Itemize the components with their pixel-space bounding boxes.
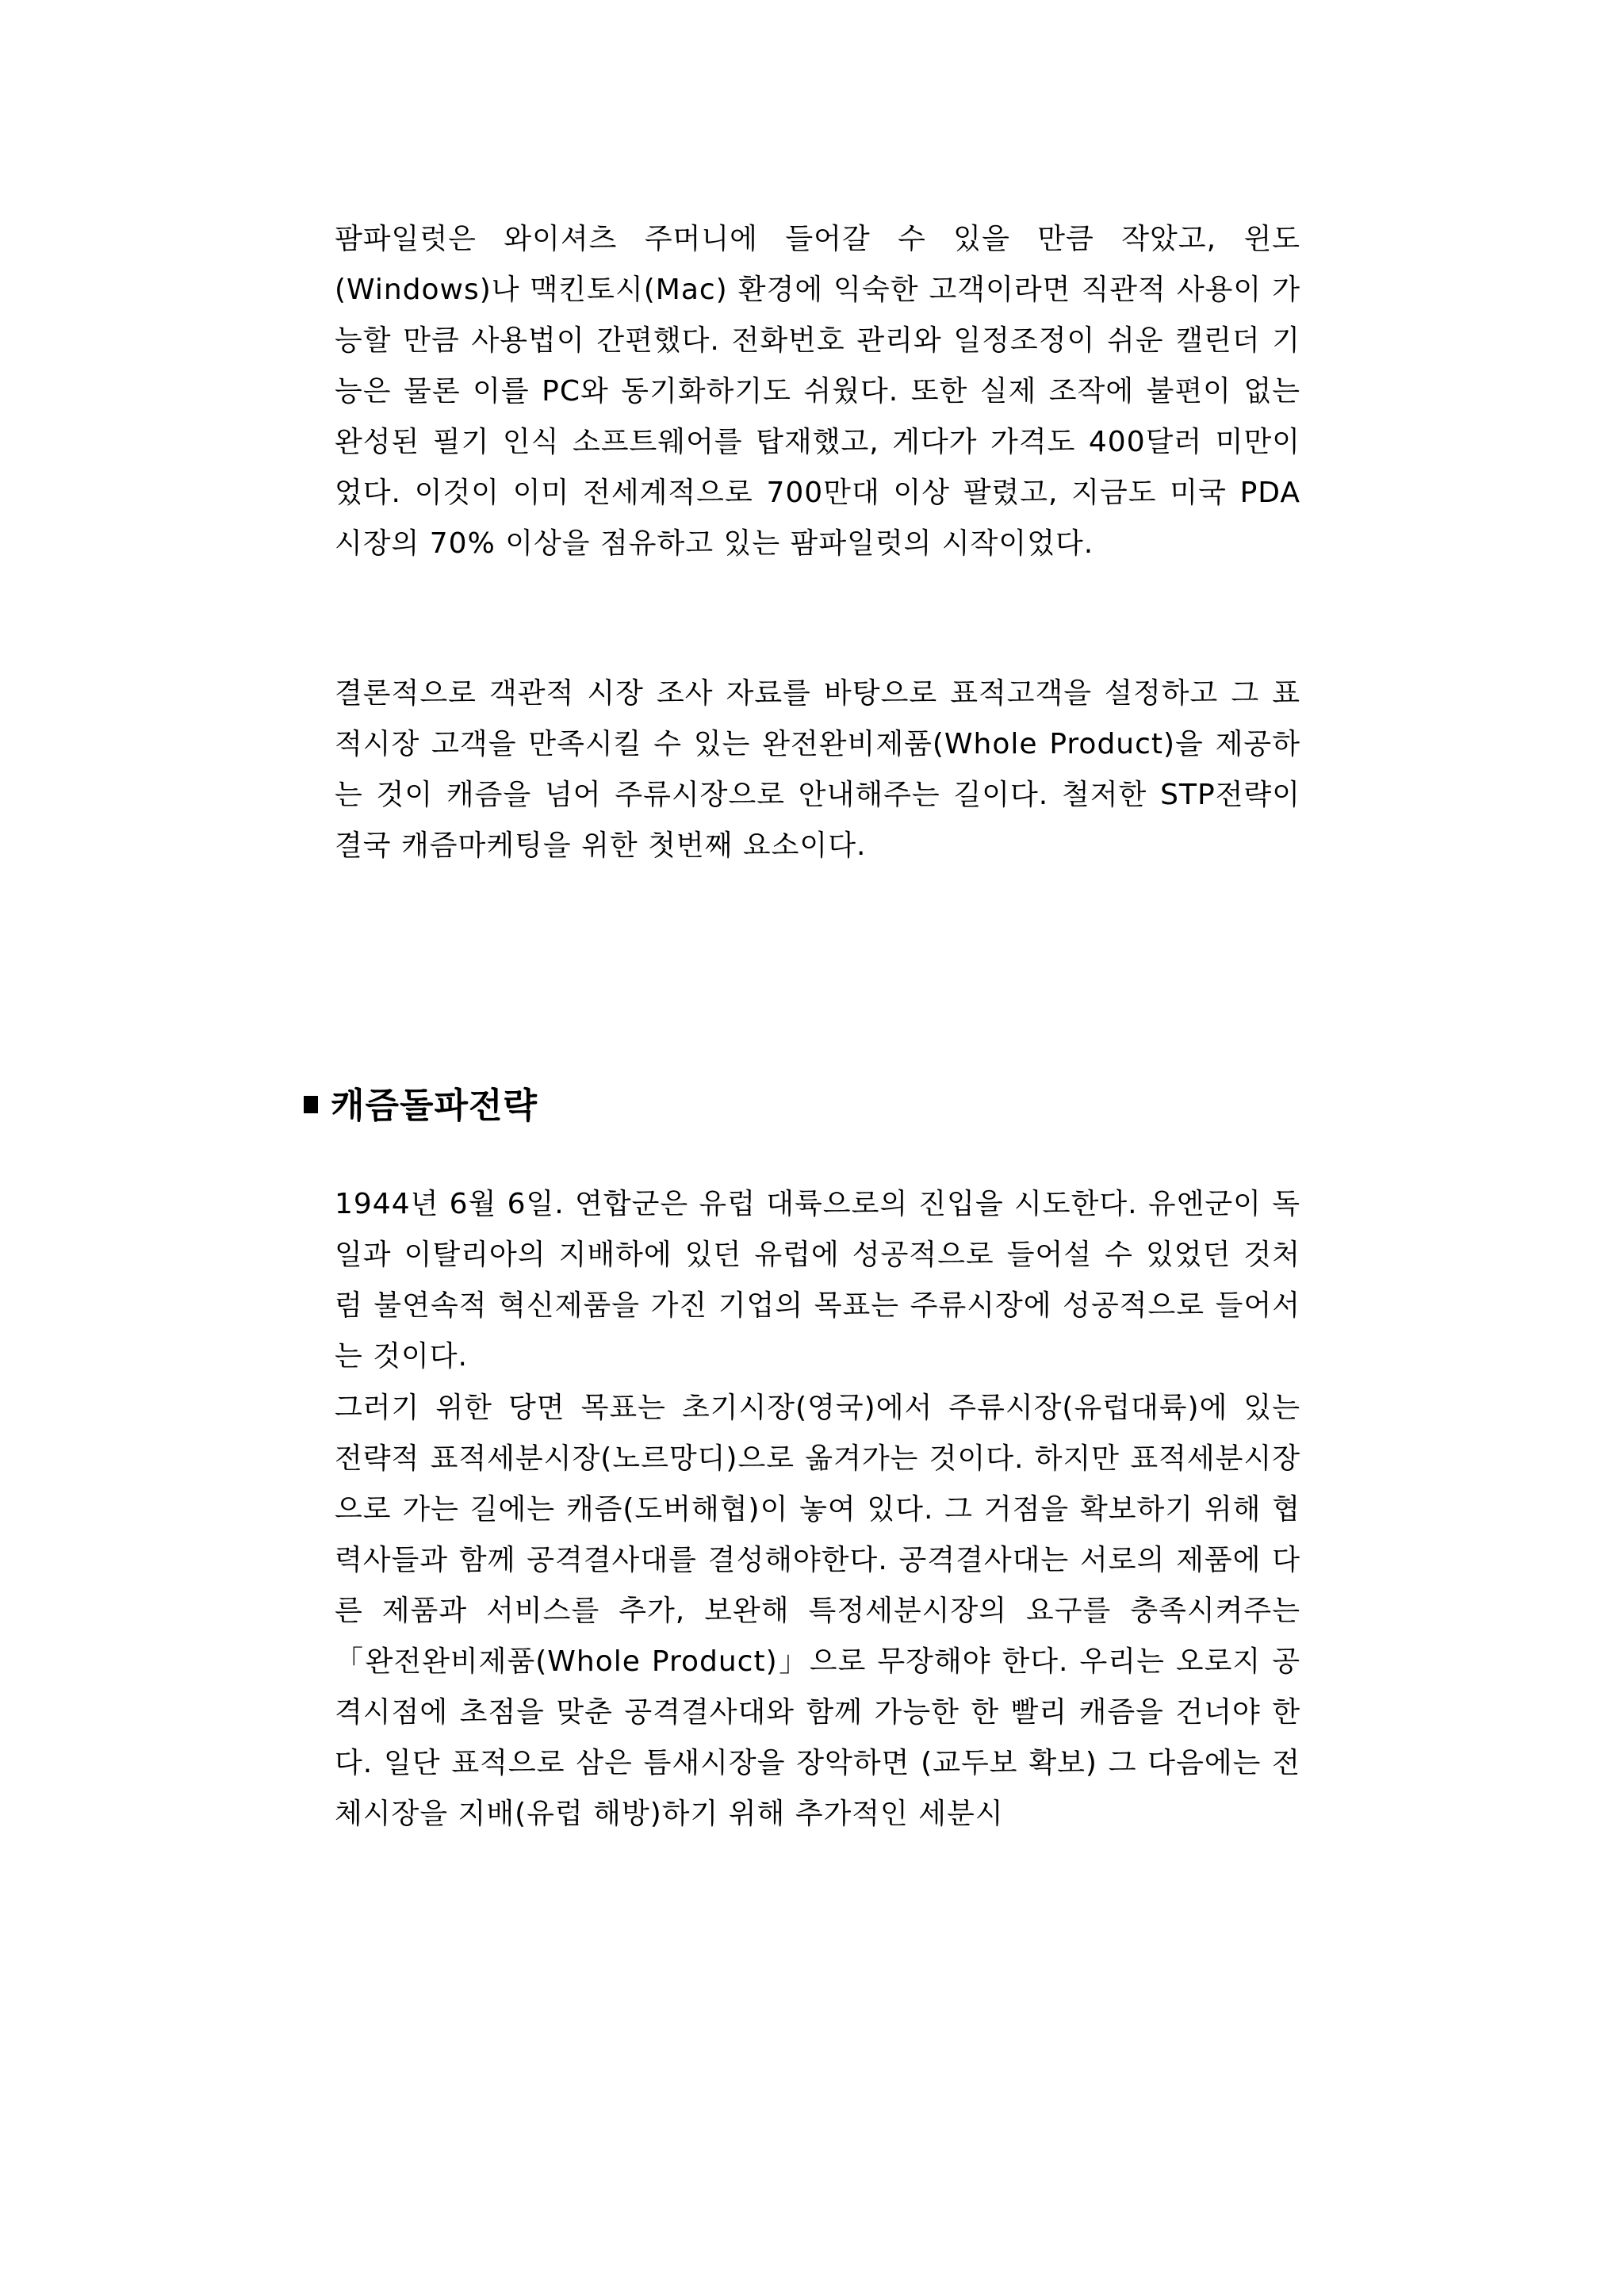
section-heading (304, 1074, 538, 1130)
paragraph-strategy: 그러기 위한 당면 목표는 초기시장(영국)에서 주류시장(유럽대륙)에 있는 전략적 표적세분시장(노르망디)으로 옮겨가는 것이다. 하지만 표적세분시장으로 가는 길에는 캐즘(도버해협)이 놓여 있다. 그 거점을 확보하기 위해 협력사들과 함께 공격결사대를 결성해야한다. 공격결사대는 서로의 제품에 다른 제품과 서비스를 추가, 보완해 특정세분시장의 요구를 충족시켜주는 「완전완비제품(Whole Product)」으로 무장해야 한다. 우리는 오로지 공격시점에 초점을 맞춘 공격결사대와 함께 가능한 한 빨리 캐즘을 건너야 한다. 일단 표적으로 삼은 틈새시장을 장악하면 (교두보 확보) 그 다음에는 전체시장을 지배(유럽 해방)하기 위해 추가적인 세분시 (335, 1392, 1300, 1830)
square-bullet-icon (304, 1096, 318, 1113)
paragraph-normandy: 1944년 6월 6일. 연합군은 유럽 대륙으로의 진입을 시도한다. 유엔군이 독일과 이탈리아의 지배하에 있던 유럽에 성공적으로 들어설 수 있었던 것처럼 불연속적 혁신제품을 가진 기업의 목표는 주류시장에 성공적으로 들어서는 것이다. (335, 1188, 1300, 1373)
paragraph-palmpilot: 팜파일럿은 와이셔츠 주머니에 들어갈 수 있을 만큼 작았고, 윈도(Windows)나 맥킨토시(Mac) 환경에 익숙한 고객이라면 직관적 사용이 가능할 만큼 사용법이 간편했다. 전화번호 관리와 일정조정이 쉬운 캘린더 기능은 물론 이를 PC와 동기화하기도 쉬웠다. 또한 실제 조작에 불편이 없는 완성된 필기 인식 소프트웨어를 탑재했고, 게다가 가격도 400달러 미만이었다. 이것이 이미 전세계적으로 700만대 이상 팔렸고, 지금도 미국 PDA 시장의 70% 이상을 점유하고 있는 팜파일럿의 시작이었다. (335, 223, 1300, 560)
paragraph-conclusion: 결론적으로 객관적 시장 조사 자료를 바탕으로 표적고객을 설정하고 그 표적시장 고객을 만족시킬 수 있는 완전완비제품(Whole Product)을 제공하는 것이 캐즘을 넘어 주류시장으로 안내해주는 길이다. 철저한 STP전략이 결국 캐즘마케팅을 위한 첫번째 요소이다. (335, 677, 1300, 862)
section-title: 캐즘돌파전략 (331, 1086, 538, 1126)
